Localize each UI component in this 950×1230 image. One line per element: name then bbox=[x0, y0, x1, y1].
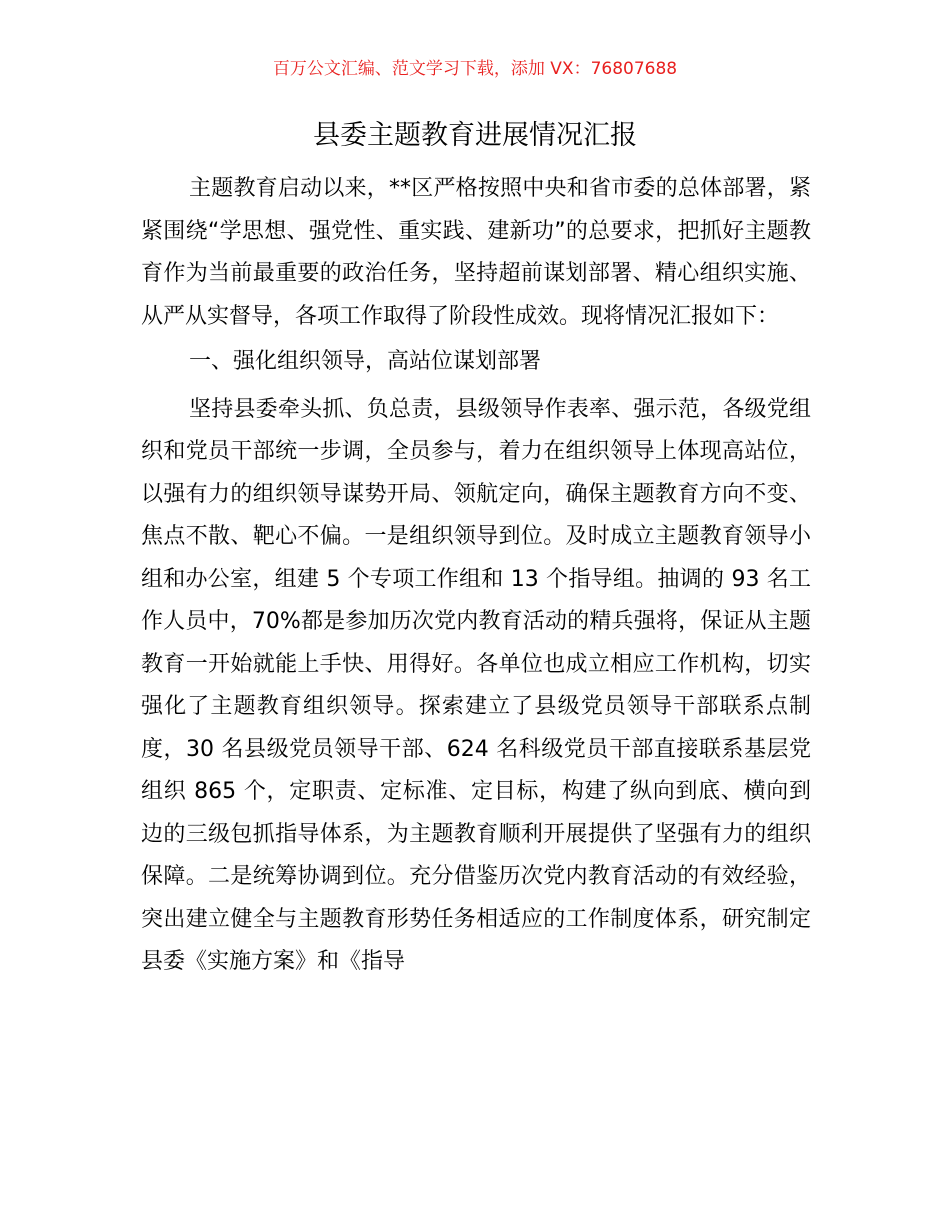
document-title: 县委主题教育进展情况汇报 bbox=[313, 120, 637, 151]
section-1-paragraph: 坚持县委牵头抓、负总责，县级领导作表率、强示范，各级党组织和党员干部统一步调，全员参与，着力在组织领导上体现高站位，以强有力的组织领导谋势开局、领航定向，确保主题教育方向不变、焦点不散、靶心不偏。一是组织领导到位。及时成立主题教育领导小组和办公室，组建 5 个专项工作组和 13 个指导组。抽调的 93 名工作人员中，70%都是参加历次党内教育活动的精兵强将，保证从主题教育一开始就能上手快、用得好。各单位也成立相应工作机构，切实强化了主题教育组织领导。探索建立了县级党员领导干部联系点制度，30 名县级党员领导干部、624 名科级党员干部直接联系基层党组织 865 个，定职责、定标准、定目标，构建了纵向到底、横向到边的三级包抓指导体系，为主题教育顺利开展提供了坚强有力的组织保障。二是统筹协调到位。充分借鉴历次党内教育活动的有效经验，突出建立健全与主题教育形势任务相适应的工作制度体系，研究制定县委《实施方案》和《指导 bbox=[141, 396, 811, 974]
section-heading-1: 一、强化组织领导，高站位谋划部署 bbox=[189, 349, 542, 374]
intro-paragraph: 主题教育启动以来，**区严格按照中央和省市委的总体部署，紧紧围绕“学思想、强党性、重实践、建新功”的总要求，把抓好主题教育作为当前最重要的政治任务，坚持超前谋划部署、精心组织实施、从严从实督导，各项工作取得了阶段性成效。现将情况汇报如下： bbox=[141, 176, 811, 329]
document-body bbox=[141, 168, 811, 984]
watermark-banner: 百万公文汇编、范文学习下载，添加 VX：76807688 bbox=[272, 59, 678, 79]
